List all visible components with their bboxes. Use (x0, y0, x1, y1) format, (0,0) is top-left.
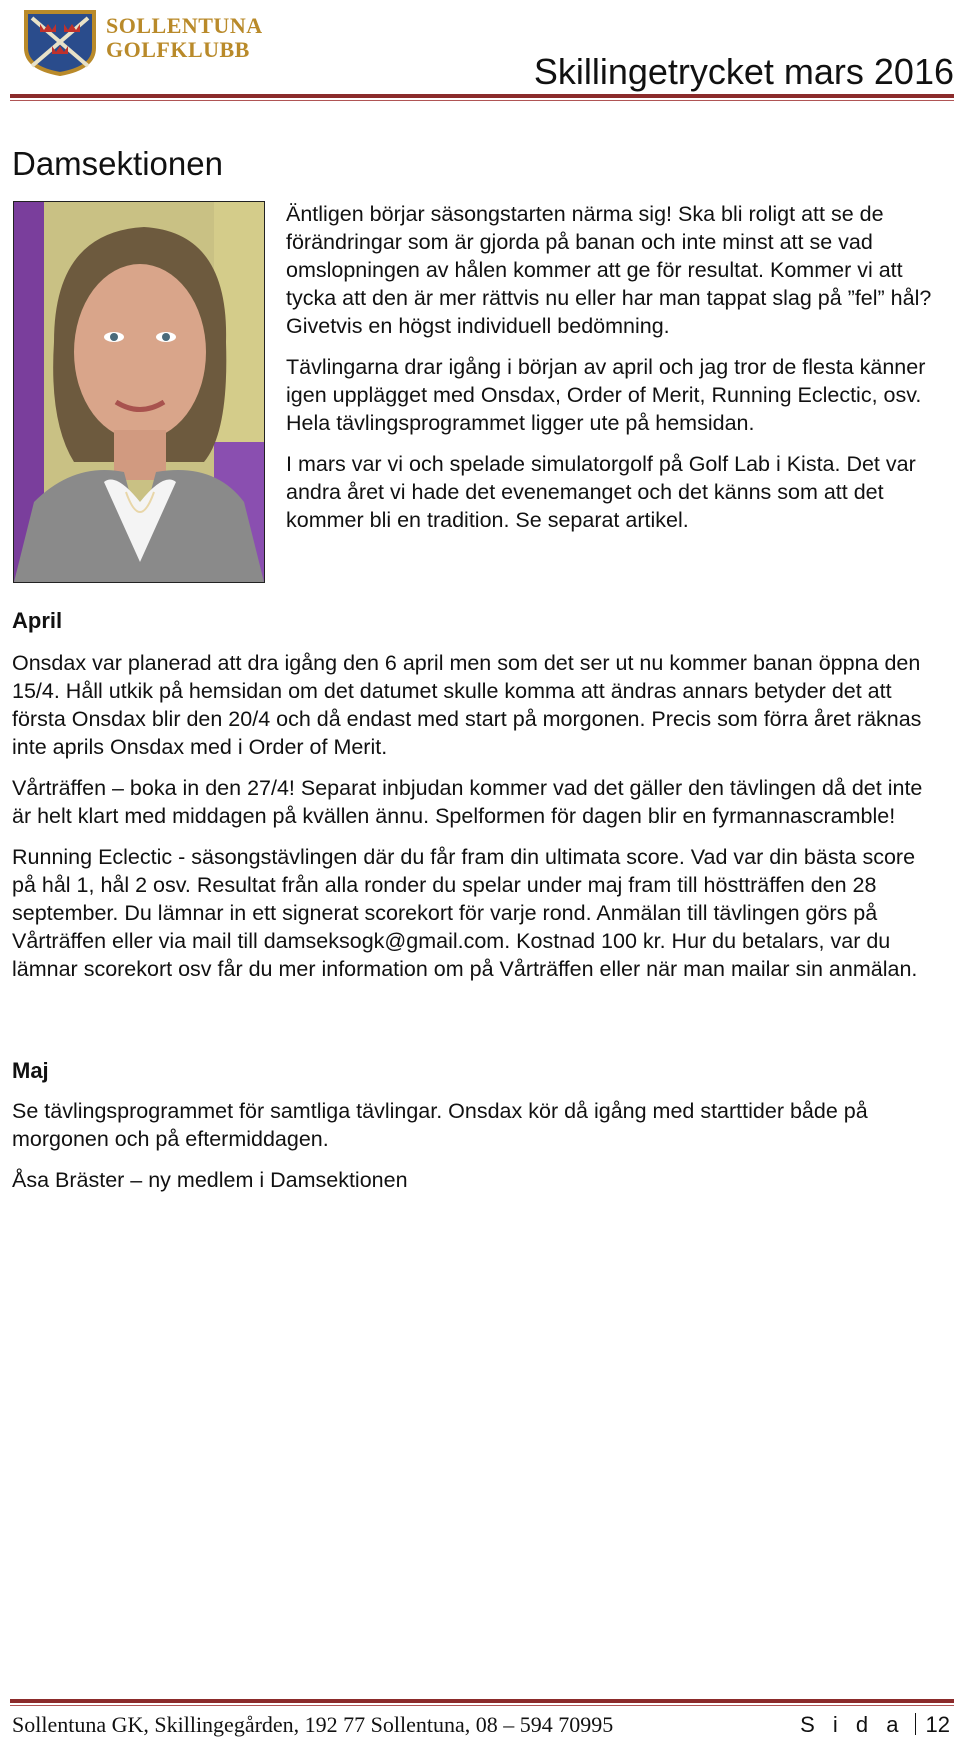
footer-rule-thin (10, 1705, 954, 1706)
newsletter-title: Skillingetrycket mars 2016 (533, 51, 954, 92)
logo-line-1: SOLLENTUNA (106, 13, 263, 38)
april-heading: April (12, 608, 63, 633)
page-number: 12 (925, 1712, 950, 1737)
page-separator (915, 1713, 916, 1735)
page-label: S i d a (800, 1712, 905, 1737)
april-paragraph: Onsdax var planerad att dra igång den 6 april men som det ser ut nu kommer banan öppna den 15/4. Håll utkik på hemsidan om det datumet skulle komma att ändras annars betyder det att första Onsdax blir den 20/4 och då endast med start på morgonen. Precis som förra året räknas inte aprils Onsdax med i Order of Merit. (12, 651, 922, 759)
maj-paragraph: Se tävlingsprogrammet för samtliga tävlingar. Onsdax kör då igång med starttider både på morgonen och på eftermiddagen. (12, 1099, 868, 1151)
section-title: Damsektionen (12, 145, 223, 182)
intro-paragraph: Tävlingarna drar igång i början av april och jag tror de flesta känner igen upplägget med Onsdax, Order of Merit, Running Eclectic, osv. Hela tävlingsprogrammet ligger ute på hemsidan. (286, 355, 926, 435)
april-paragraph: Running Eclectic - säsongstävlingen där du får fram din ultimata score. Vad var din bästa score på hål 1, hål 2 osv. Resultat från alla ronder du spelar under maj fram till höstträffen den 28 september. Du lämnar in ett signerat scorekort för varje rond. Anmälan till tävlingen görs på Vårträffen eller via mail till damseksogk@gmail.com. Kostnad 100 kr. Hur du betalars, var du lämnar scorekort osv får du mer information om på Vårträffen eller när man mailar sin anmälan. (12, 845, 918, 981)
maj-heading: Maj (12, 1058, 49, 1083)
maj-paragraph: Åsa Bräster – ny medlem i Damsektionen (12, 1168, 408, 1192)
april-paragraph: Vårträffen – boka in den 27/4! Separat inbjudan kommer vad det gäller den tävlingen då det inte är helt klart med middagen på kvällen ännu. Spelformen för dagen blir en fyrmannascramble! (12, 776, 923, 828)
maj-section (12, 1097, 942, 1207)
footer-address: Sollentuna GK, Skillingegården, 192 77 Sollentuna, 08 – 594 70995 (12, 1712, 614, 1737)
april-section (12, 649, 942, 996)
page-indicator (800, 1711, 950, 1739)
intro-paragraph: I mars var vi och spelade simulatorgolf på Golf Lab i Kista. Det var andra året vi hade det evenemanget och det känns som att det kommer bli en tradition. Se separat artikel. (286, 452, 916, 532)
intro-text (286, 200, 936, 547)
footer-rule (10, 1699, 954, 1703)
logo-line-2: GOLFKLUBB (106, 37, 250, 62)
logo-wordmark (106, 14, 263, 62)
intro-paragraph: Äntligen börjar säsongstarten närma sig! Ska bli roligt att se de förändringar som är gjorda på banan och inte minst att se vad omslopningen av hålen kommer att ge för resultat. Kommer vi att tycka att den är mer rättvis nu eller har man tappat slag på ”fel” hål? Givetvis en högst individuell bedömning. (286, 202, 932, 338)
header-rule (10, 94, 954, 98)
header-rule-thin (10, 100, 954, 101)
portrait-photo (13, 201, 265, 583)
club-logo (20, 8, 100, 76)
